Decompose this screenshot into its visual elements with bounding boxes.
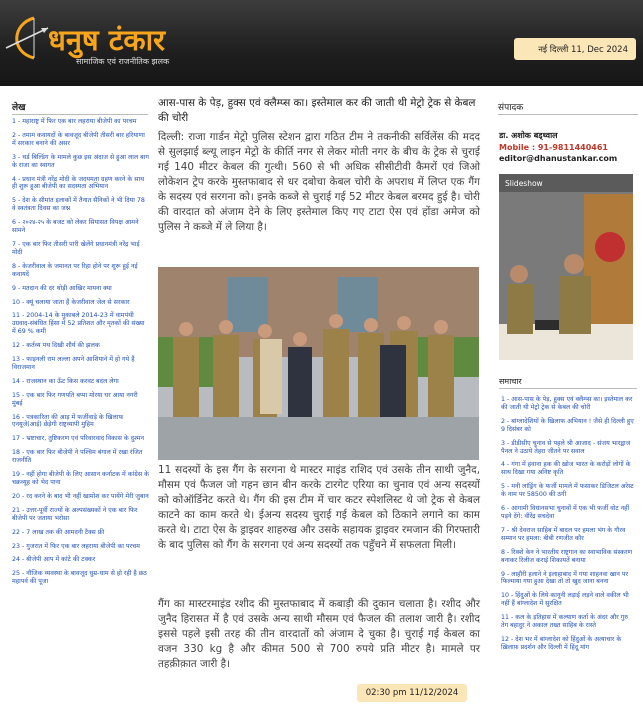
news-link[interactable]: 10 - हिंदुओं के लिये कानूनी लड़ाई लड़ने वाले वकील भी नहीं हैं बांग्लादेश में सुरक्षित (501, 592, 629, 608)
bow-arrow-logo-icon[interactable] (4, 14, 50, 62)
article-timestamp: 02:30 pm 11/12/2024 (357, 684, 467, 702)
divider (498, 114, 638, 115)
article-link[interactable]: 12 - कर्तव्य पथ दिखी शौर्य की झलक (12, 342, 100, 350)
article-link[interactable]: 21 - उत्तर-पूर्वी राज्यों के अल्पसंख्यकों ने एक बार फिर बीजेपी पर जताया भरोसा (12, 506, 138, 522)
article-link[interactable]: 17 - भ्रष्टाचार, तुष्टिकरण एवं परिवारवाद विकास के दुश्मन (12, 435, 145, 443)
news-heading: समाचार (499, 377, 522, 386)
news-link[interactable]: 1 - आस-पास के पेड़, हुक्स एवं क्लैम्प्स का। इस्तेमाल कर की जाती थी मेट्रो ट्रेक से केबल की चोरी (501, 396, 633, 411)
editor-email[interactable]: editor@dhanustankar.com (499, 154, 618, 163)
editor-heading: संपादक (498, 103, 524, 113)
news-link[interactable]: 4 - गंगा में हवाना हक की ख़ोज भारत के करोड़ों लोगों के साथ दिखा गया अनिष्ट कृति (501, 461, 631, 477)
article-link[interactable]: 23 - गुजरात में फिर एक बार लहराया बीजेपी का परचम (12, 542, 140, 550)
article-headline: आस-पास के पेड़, हुक्स एवं क्लैम्प्स का। इस्तेमाल कर की जाती थी मेट्रो ट्रेक से केबल की चोरी (158, 97, 476, 124)
site-header (0, 0, 643, 86)
article-link[interactable]: 8 - केजरीवाल के जमानत पर रिहा होने पर शुरू हुई नई कवायदें (12, 262, 138, 278)
article-link[interactable]: 11 - 2004-14 के मुकाबले 2014-23 में वामपंथी उग्रवाद-संबंधित हिंसा में 52 प्रतिशत और मृतकों की संख्या में 69 % कमी (12, 312, 145, 336)
news-link[interactable]: 5 - मनी लांड्रिंग के फर्जी मामले में फसाकर डिजिटल अरेस्ट के नाम पर 58500 की ठगी (501, 483, 634, 499)
articles-list (12, 118, 150, 592)
left-sidebar (0, 96, 152, 720)
articles-heading: लेख (12, 103, 26, 113)
article-link[interactable]: 22 - 7 लाख तक की आमदनी टैक्स फ्री (12, 528, 105, 536)
article-link[interactable]: 6 - २०२४-२५ के बजट को लेकर सियासत विपक्ष आमने सामने (12, 219, 139, 235)
slideshow[interactable] (499, 174, 633, 360)
article-link[interactable]: 19 - नहीं होगा बीजेपी के लिए आसान कर्नाटक में कांग्रेस के चक्रव्यूह को भेद पाना (12, 471, 149, 486)
news-link[interactable]: 9 - लाहौरी हलाने ने इलाहाबाद में गया शाहनवा खान पर फिल्माया गया हुआ देखा तो तो खुद जाना बनना (501, 570, 629, 586)
article-paragraph-1: दिल्ली: राजा गार्डन मेट्रो पुलिस स्टेशन द्वारा गठित टीम ने तकनीकी सर्विलेंस की मदद से सुलझाई ब्ल्यू लाइन मेट्रो के कीर्ति नगर से लेकर मोती नगर के बीच के ट्रेक से चुराई गई 140 मीटर केबल की गुत्थी। 560 से भी अधिक सीसीटीवी कैमरों एवं जिओ लोकेशन ट्रेप करके मुस्तफाबाद से धर दबोचा केबल चोरी के अपराध में लिप्त एक गैंग के सदस्य एवं सरगना को। इनके कब्जे से चुराई गई 52 मीटर केबल बरमद हुई है। चोरी की वारदात को अंजाम देने के लिए इस्तेमाल किए गए टाटा ऐस एवं होंडा अमेज को पुलिस ने कब्जे में ले लिया है। (158, 131, 480, 233)
article-link[interactable]: 14 - राजस्थान का ऊँट किस करवट बदल लेगा (12, 377, 119, 385)
news-link[interactable]: 12 - देश भर में बांग्लादेश को हिंदुओं के अत्याचार के ख़िलाफ़ प्रदर्शन और दिल्ली में हिंदू मांग (501, 635, 622, 651)
article-link[interactable]: 16 - पत्रकारिता की आड़ में फर्जीवाड़े के खिलाफ एनयूजे(आई) छेड़ेगी राष्ट्रव्यापी मुहिम (12, 413, 124, 429)
article-link[interactable]: 10 - क्यूं चलाया जाता हैं केजरीवाल जेल से सरकार (12, 298, 130, 306)
right-sidebar (493, 96, 643, 720)
news-link[interactable]: 8 - रिक्शे केन ने भारतीय राष्ट्रगान का स्वाभाविक संस्करण बनाकर रिलीज कराई शिकायतें बनाया (501, 548, 633, 564)
article-link[interactable]: 5 - देश के सीमांत इलाकों में तैनात सैनिकों ने भी दिया 78 वे स्वतंत्रता दिवस का जश्न (12, 197, 145, 213)
article-main (152, 92, 485, 720)
article-paragraph-3: गैंग का मास्टरमाइंड रशीद की मुस्तफाबाद में कबाड़ी की दुकान चलाता है। रशीद और जुनैद हिरासत में है एवं उसके अन्य साथी मौसम एवं फैजल की तलाश जारी है। रशीद इससे पहले इसी तरह की तीन वारदातों को अंजाम दे चुका है। चुराई गई केबल का वजन 330 kg है और कीमत 500 से 700 रुपये प्रति मीटर है। मामले पर तहक़ीक़ात जारी है। (158, 598, 480, 670)
news-link[interactable]: 2 - बांग्लादेशियों के खिलाफ अभियान ! जैसे ही दिल्ली हुए 9 दिसंबर को (501, 417, 634, 433)
article-link[interactable]: 9 - मतदान की दर थोड़ी आखिर मायना क्या (12, 284, 112, 292)
slideshow-label: Slideshow (505, 179, 543, 188)
divider (499, 388, 637, 389)
article-link[interactable]: 13 - फाइनली राम लल्ला अपने आशियाने में हो गये हैं विराजमान (12, 356, 135, 371)
news-list (501, 396, 637, 658)
news-link[interactable]: 6 - आगामी विधानसभा चुनावों में एक भी फर्जी वोट नहीं पड़ने देंगे: वीरेंद्र सचदेवा (501, 505, 630, 520)
news-link[interactable]: 3 - डीडीसीए चुनाव से पहले श्री आजाद - संजय भारद्वाज पैनल ने उठाये तेहरा जीतने पर सवाल (501, 439, 631, 455)
article-link[interactable]: 25 - नौजिक व्यवस्था के बावजूद धुम्र-धाम से हो रही है छठ महापर्व की पूजा (12, 570, 147, 586)
news-link[interactable]: 7 - श्री देवराज साहिब में बादल पर हमला भंग के गौरव सम्मान पर हमला: बीबी रणजीत कौर (501, 526, 626, 542)
article-link[interactable]: 3 - थर्ड बिल्डिंग के मामले कुछ इस अंदाज से हुआ लाल बाग के राजा का स्वागत (12, 153, 149, 169)
article-link[interactable]: 7 - एक बार फिर तीसरी पारी खेलेंगे प्रधानमंत्री नरेंद्र भाई मोदी (12, 240, 140, 256)
article-link[interactable]: 1 - महाराष्ट्र में फिर एक बार लहराया बीजेपी का परचम (12, 118, 137, 125)
divider (12, 114, 148, 115)
article-link[interactable]: 2 - तमाम कवायदों के बावजूद बीजेपी तीसरी बार हरियाणा में सरकार बनाने की असर (12, 131, 145, 147)
editor-mobile: Mobile : 91-9811440461 (499, 143, 608, 152)
header-date: नई दिल्ली 11, Dec 2024 (514, 38, 636, 60)
article-link[interactable]: 4 - प्रधान मंत्री नरेंद्र मोदी के जदयमता ग्रहण करने के साथ ही शुरू हुआ बीजेपी का सदस्यता अभियान (12, 175, 145, 191)
slideshow-image (499, 174, 633, 360)
article-link[interactable]: 18 - एक बार फिर बीजेपी ने पश्चिम बंगाल में रखा रंजित राजनीति (12, 449, 143, 465)
article-link[interactable]: 20 - रद करने के बाद भी नहीं खामोश कर पायेंगे मेरी जुबान (12, 492, 149, 500)
article-link[interactable]: 15 - एक बार फिर गणपति बप्पा मोरया घर आया नगरी मुंबई (12, 391, 138, 407)
site-name[interactable]: धनुष टंकार (48, 23, 166, 57)
site-tagline: सामाजिक एवं राजनीतिक झलक (76, 57, 170, 66)
news-link[interactable]: 11 - कल के इतिहास में कल्याण कर्ता के अंदर और गुरु तेग बहादुर ने अकाल तख्त साहिब के रास्ते (501, 614, 629, 630)
article-paragraph-2: 11 सदस्यों के इस गैंग के सरगना थे मास्टर माइंड राशिद एवं उसके तीन साथी जुनैद, मौसम एवं फैजल जो गहन छान बीन करके टारगेट एरिया का चुनाव एवं अन्य सदस्यों को कोऑर्डिनेट करते थे। गैंग की इस टीम में चार कटर स्पेशलिस्ट थे जो ट्रेक से केबल काटने का काम करते थे। ईअन्य सदस्य चुराई गई केबल को ठिकाने लगाने का काम करते थे। टाटा ऐस के ड्राइवर शाहरुख और उसके सहायक ड्राइवर रमजान की गिरफ्तारी के बाद पुलिस को गैंग के सरगना एवं अन्य सदस्यों तक पहुँचने में सफलता मिली। (158, 464, 480, 551)
article-link[interactable]: 24 - बीजेपी आप में कांटे की टक्कर (12, 556, 96, 564)
police-team-photo (158, 267, 479, 460)
editor-name: डा. अशोक बड्थ्वाल (499, 131, 558, 140)
